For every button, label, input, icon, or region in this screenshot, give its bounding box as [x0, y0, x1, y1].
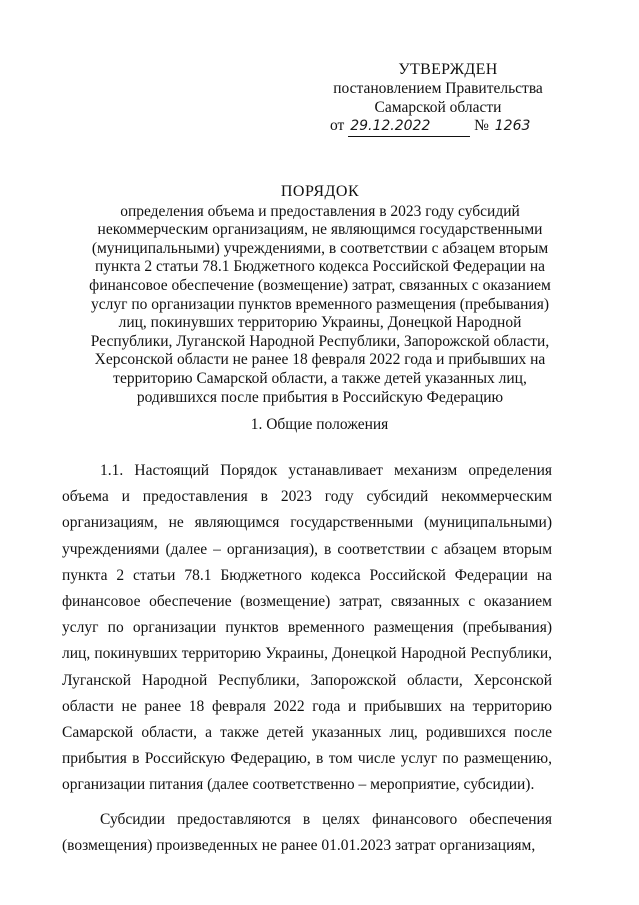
approval-number-label: № — [474, 117, 489, 134]
order-heading — [80, 183, 560, 407]
handwritten-date: 29.12.2022 — [348, 117, 470, 137]
body-text — [62, 458, 552, 867]
paragraph: Субсидии предоставляются в целях финансового обеспечения (возмещения) произведенных не ранее 01.01.2023 затрат организациям, — [62, 810, 552, 854]
approval-date-number — [330, 116, 553, 137]
approval-block — [318, 60, 558, 117]
approval-title: УТВЕРЖДЕН — [398, 61, 498, 78]
approval-line-1: постановлением Правительства — [333, 80, 543, 97]
approval-line-2: Самарской области — [374, 99, 502, 116]
order-title: ПОРЯДОК — [280, 183, 360, 200]
section-title: 1. Общие положения — [250, 416, 389, 433]
handwritten-number: 1263 — [494, 118, 531, 134]
approval-from-label: от — [330, 117, 345, 134]
order-subtitle: определения объема и предоставления в 2023 году субсидий некоммерческим организациям, не являющимся государственными (муниципальными) учреждениями, в соответствии с абзацем вторым пункта 2 статьи 78.1 Бюджетного кодекса Российской Федерации на финансовое обеспечение (возмещение) затрат, связанных с оказанием услуг по организации пунктов временного размещения (пребывания) лиц, покинувших территорию Украины, Донецкой Народной Республики, Луганской Народной Республики, Запорожской области, Херсонской области не ранее 18 февраля 2022 года и прибывших на территорию Самарской области, а также детей указанных лиц, родившихся после прибытия в Российскую Федерацию — [89, 202, 551, 406]
paragraph: 1.1. Настоящий Порядок устанавливает механизм определения объема и предоставления в 2023 году субсидий некоммерческим организациям, не являющимся государственными (муниципальными) учреждениями (далее – организация), в соответствии с абзацем вторым пункта 2 статьи 78.1 Бюджетного кодекса Российской Федерации на финансовое обеспечение (возмещение) затрат, связанных с оказанием услуг по организации пунктов временного размещения (пребывания) лиц, покинувших территорию Украины, Донецкой Народной Республики, Луганской Народной Республики, Запорожской области, Херсонской области не ранее 18 февраля 2022 года и прибывших на территорию Самарской области, а также детей указанных лиц, родившихся после прибытия в Российскую Федерацию, в том числе услуг по размещению, организации питания (далее соответственно – мероприятие, субсидии). — [62, 462, 552, 794]
